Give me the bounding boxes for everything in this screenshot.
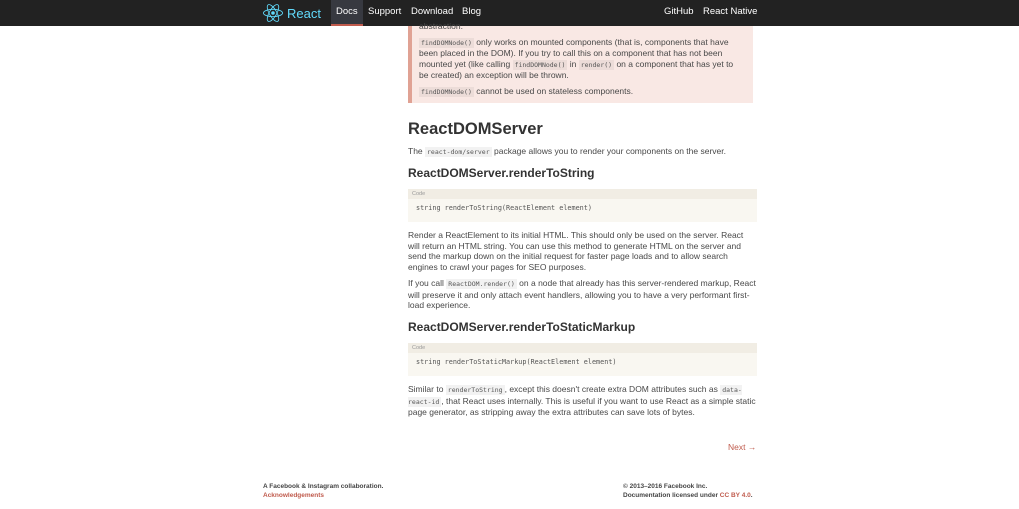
cc-license-link[interactable]: CC BY 4.0	[719, 491, 751, 499]
nav-github[interactable]: GitHub	[664, 6, 694, 17]
license-text: Documentation licensed under	[623, 491, 720, 499]
inline-code: react-dom/server	[427, 148, 490, 156]
code-source: string renderToString(ReactElement element)	[416, 204, 592, 212]
footer-left	[263, 483, 383, 500]
note-text: on a component that has yet to be created) an exception will be thrown.	[419, 58, 734, 80]
next-page-link[interactable]: Next →	[728, 442, 757, 452]
inline-code: data-react-id	[408, 386, 742, 406]
desc-text: If you call	[408, 278, 447, 288]
nav-support[interactable]: Support	[368, 6, 402, 17]
intro-text: package allows you to render your components on the server.	[491, 146, 726, 156]
intro-text: The	[408, 146, 426, 156]
note-text: only works on mounted components (that is, components that have been placed in the DOM). If you try to call this on a component that has not been mounted yet (like calling	[419, 36, 729, 69]
license-line	[623, 492, 753, 501]
license-period: .	[750, 491, 753, 499]
inline-code: findDOMNode()	[514, 60, 566, 69]
desc-text: , except this doesn't create extra DOM attributes such as	[504, 384, 721, 394]
note-paragraph-1	[419, 37, 742, 81]
inline-code: ReactDOM.render()	[448, 280, 515, 288]
render-to-static-markup-desc	[408, 384, 757, 418]
code-source: string renderToStaticMarkup(ReactElement element)	[416, 358, 617, 366]
brand-logo-link[interactable]	[263, 3, 321, 23]
render-to-static-markup-heading: ReactDOMServer.renderToStaticMarkup	[408, 320, 636, 334]
render-to-string-heading: ReactDOMServer.renderToString	[408, 166, 595, 180]
nav-react-native[interactable]: React Native	[703, 6, 758, 17]
code-label: Code	[408, 189, 757, 199]
copyright-text: © 2013–2016 Facebook Inc.	[623, 483, 708, 490]
code-label: Code	[408, 343, 757, 353]
note-paragraph-2	[419, 86, 742, 98]
render-to-string-code	[408, 189, 757, 222]
section-title: ReactDOMServer	[408, 120, 543, 138]
inline-code: findDOMNode()	[421, 38, 472, 47]
react-logo-icon	[263, 3, 283, 23]
brand-name: React	[287, 5, 321, 21]
desc-text: Similar to	[408, 384, 446, 394]
desc-text: on a node that already has this server-rendered markup, React will preserve it and only attach event handlers, allowing you to have a very performant first-load experience.	[408, 278, 756, 310]
footer-collab-text: A Facebook & Instagram collaboration.	[263, 483, 384, 490]
nav-docs[interactable]: Docs	[331, 0, 363, 26]
render-to-string-desc: Render a ReactElement to its initial HTML. This should only be used on the server. React will return an HTML string. You can use this method to generate HTML on the server and send the markup down on the initial request for faster page loads and to allow search engines to crawl your pages for SEO purposes.	[408, 230, 744, 272]
desc-text: , that React uses internally. This is useful if you want to use React as a simple static page generator, as stripping away the extra attributes can save lots of bytes.	[408, 395, 756, 417]
footer-right	[623, 483, 753, 500]
note-text: in	[567, 58, 579, 69]
note-callout	[408, 21, 753, 103]
acknowledgements-link[interactable]: Acknowledgements	[263, 491, 325, 499]
nav-download[interactable]: Download	[411, 6, 454, 17]
inline-code: render()	[580, 60, 613, 69]
note-fragment: abstraction.	[419, 21, 463, 31]
render-to-static-markup-code	[408, 343, 757, 376]
note-text: cannot be used on stateless components.	[473, 85, 634, 96]
inline-code: renderToString	[447, 386, 503, 394]
server-intro	[408, 146, 757, 158]
inline-code: findDOMNode()	[421, 87, 472, 96]
nav-blog[interactable]: Blog	[462, 6, 482, 17]
render-to-string-desc-2	[408, 278, 757, 311]
